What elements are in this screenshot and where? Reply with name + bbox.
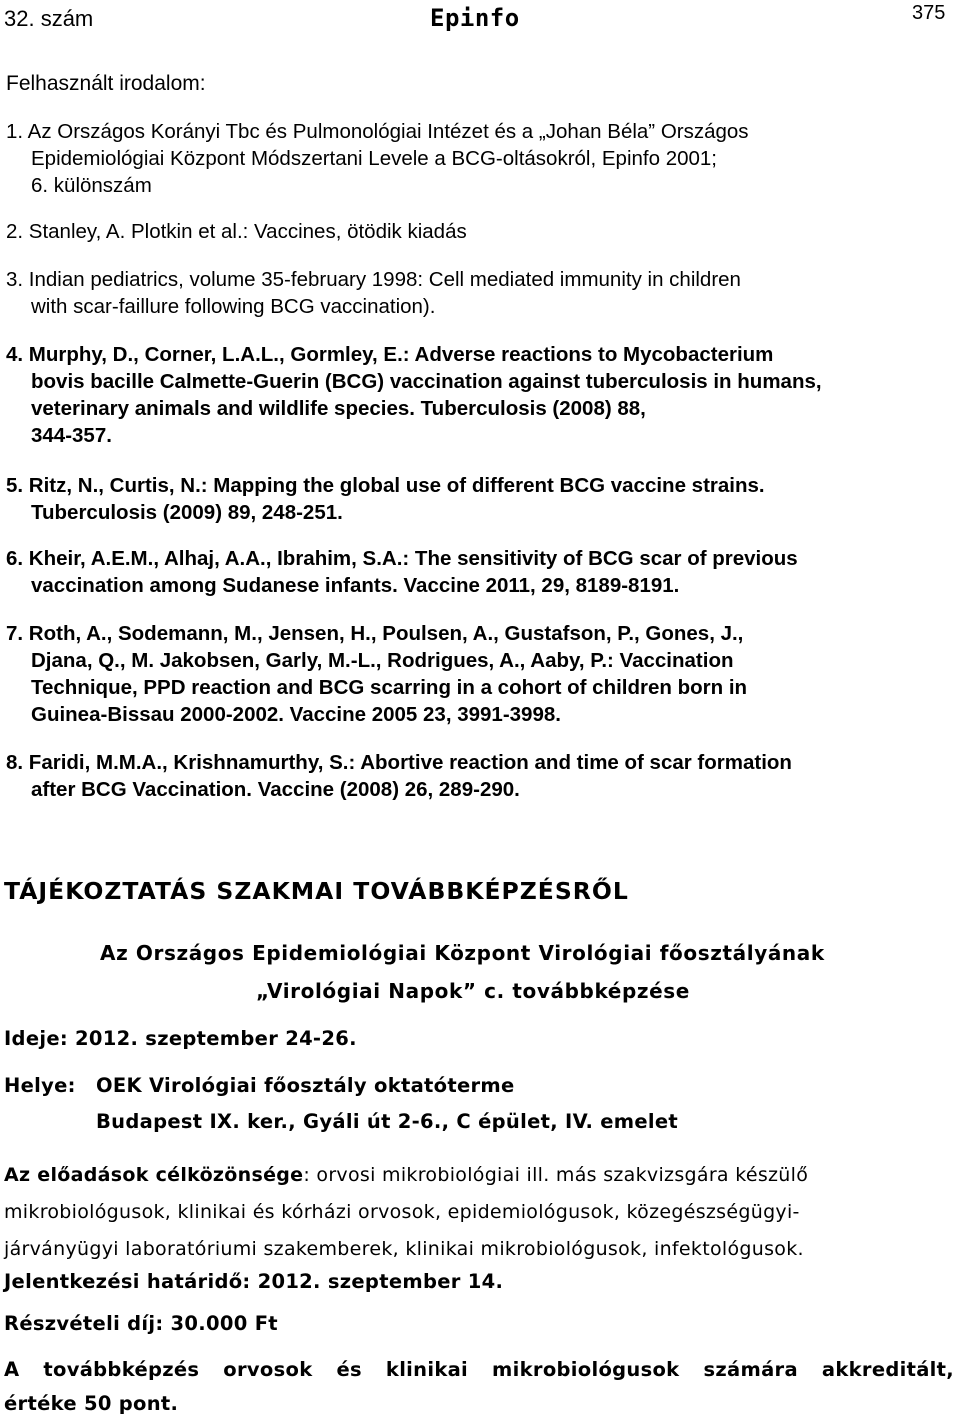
reference-line: 344-357. <box>31 424 112 447</box>
reference-line: Technique, PPD reaction and BCG scarring in a cohort of children born in <box>31 676 748 699</box>
reference-line: 4. Murphy, D., Corner, L.A.L., Gormley, E.: Adverse reactions to Mycobacterium <box>6 343 774 366</box>
reference-line: vaccination among Sudanese infants. Vaccine 2011, 29, 8189-8191. <box>31 574 680 597</box>
reference-3 <box>6 266 946 320</box>
section-title: TÁJÉKOZTATÁS SZAKMAI TOVÁBBKÉPZÉSRŐL <box>4 877 629 905</box>
reference-line: Epidemiológiai Központ Módszertani Levele a BCG-oltásokról, Epinfo 2001; <box>31 147 717 170</box>
reference-5 <box>6 472 946 526</box>
reference-line: 3. Indian pediatrics, volume 35-february 1998: Cell mediated immunity in children <box>6 268 741 291</box>
reference-line: 6. Kheir, A.E.M., Alhaj, A.A., Ibrahim, S.A.: The sensitivity of BCG scar of previous <box>6 547 798 570</box>
accreditation-note <box>4 1353 954 1421</box>
event-date: Ideje: 2012. szeptember 24-26. <box>4 1027 357 1050</box>
accreditation-line: A továbbképzés orvosok és klinikai mikrobiológusok számára akkreditált, <box>4 1358 954 1381</box>
audience-text: mikrobiológusok, klinikai és kórházi orvosok, epidemiológusok, közegészségügyi- <box>4 1201 800 1223</box>
reference-line: 5. Ritz, N., Curtis, N.: Mapping the global use of different BCG vaccine strains. <box>6 474 765 497</box>
reference-line: Djana, Q., M. Jakobsen, Garly, M.-L., Rodrigues, A., Aaby, P.: Vaccination <box>31 649 734 672</box>
location-label: Helye: <box>4 1074 76 1097</box>
reference-line: 8. Faridi, M.M.A., Krishnamurthy, S.: Abortive reaction and time of scar formation <box>6 751 792 774</box>
event-location <box>4 1074 954 1097</box>
reference-6 <box>6 545 946 599</box>
page-header <box>0 0 960 40</box>
location-line1: OEK Virológiai főosztály oktatóterme <box>96 1074 515 1097</box>
accreditation-line: értéke 50 pont. <box>4 1392 179 1415</box>
reference-line: bovis bacille Calmette-Guerin (BCG) vaccination against tuberculosis in humans, <box>31 370 822 393</box>
reference-line: after BCG Vaccination. Vaccine (2008) 26, 289-290. <box>31 778 520 801</box>
reference-line: Tuberculosis (2009) 89, 248-251. <box>31 501 343 524</box>
issue-number: 32. szám <box>4 6 94 31</box>
reference-7 <box>6 620 946 728</box>
references-title: Felhasznált irodalom: <box>6 72 206 95</box>
audience-paragraph <box>4 1157 954 1268</box>
event-title-line1: Az Országos Epidemiológiai Központ Virológiai főosztályának <box>100 941 825 965</box>
reference-line: 7. Roth, A., Sodemann, M., Jensen, H., Poulsen, A., Gustafson, P., Gones, J., <box>6 622 744 645</box>
audience-label: Az előadások célközönsége <box>4 1164 304 1186</box>
event-title-line2: „Virológiai Napok” c. továbbképzése <box>256 979 690 1003</box>
reference-line: 6. különszám <box>31 174 152 197</box>
reference-line: 1. Az Országos Korányi Tbc és Pulmonológiai Intézet és a „Johan Béla” Országos <box>6 120 749 143</box>
participation-fee: Részvételi díj: 30.000 Ft <box>4 1312 278 1335</box>
reference-line: veterinary animals and wildlife species. Tuberculosis (2008) 88, <box>31 397 646 420</box>
location-line2: Budapest IX. ker., Gyáli út 2-6., C épület, IV. emelet <box>96 1110 679 1133</box>
reference-4 <box>6 341 946 449</box>
reference-1 <box>6 118 946 199</box>
reference-line: Guinea-Bissau 2000-2002. Vaccine 2005 23, 3991-3998. <box>31 703 561 726</box>
reference-line: with scar-faillure following BCG vaccination). <box>31 295 436 318</box>
reference-2 <box>6 218 946 245</box>
audience-text: járványügyi laboratóriumi szakemberek, klinikai mikrobiológusok, infektológusok. <box>4 1238 804 1260</box>
reference-8 <box>6 749 946 803</box>
page-number: 375 <box>912 2 946 24</box>
journal-logo: Epinfo <box>430 4 520 32</box>
reference-line: 2. Stanley, A. Plotkin et al.: Vaccines, ötödik kiadás <box>6 220 467 243</box>
audience-text: : orvosi mikrobiológiai ill. más szakvizsgára készülő <box>303 1164 809 1186</box>
registration-deadline: Jelentkezési határidő: 2012. szeptember 14. <box>4 1270 504 1293</box>
